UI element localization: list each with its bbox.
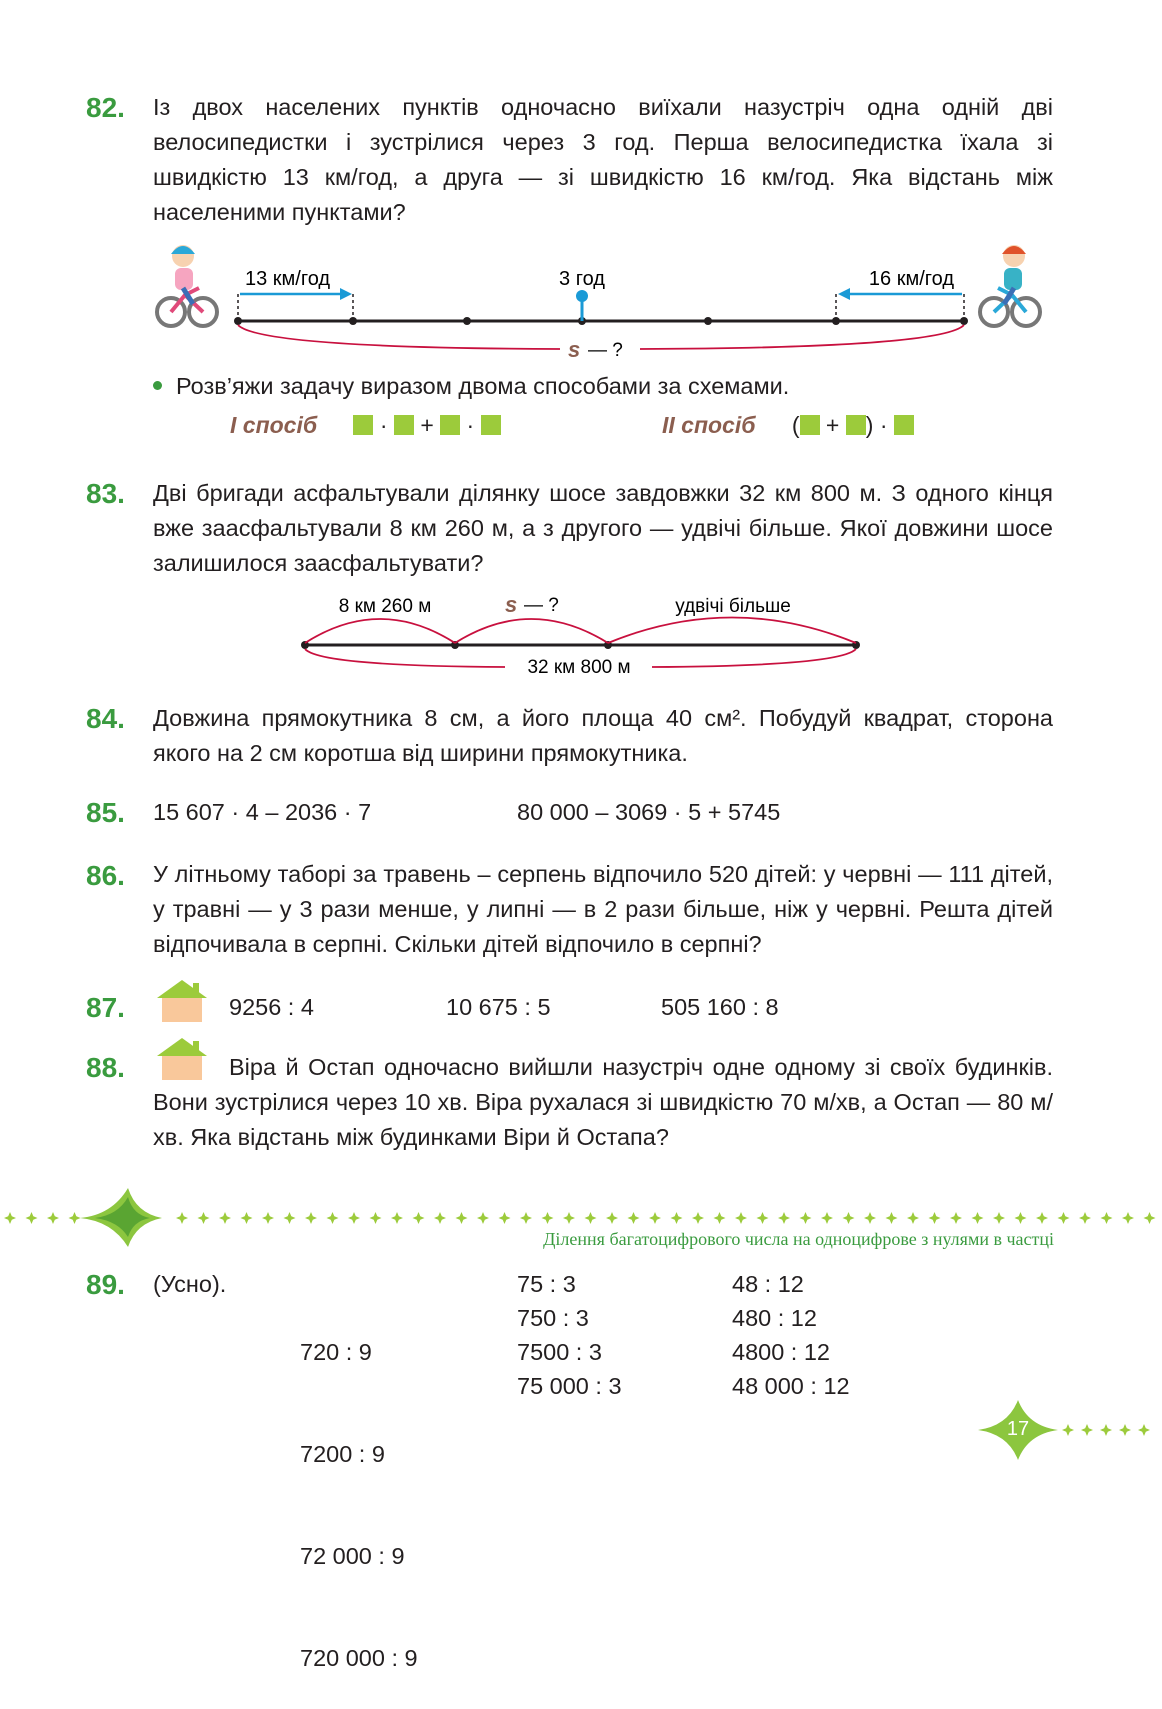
star-ornament bbox=[284, 1212, 296, 1224]
star-ornament bbox=[413, 1212, 425, 1224]
star-ornament bbox=[649, 1212, 661, 1224]
s-question: — ? bbox=[524, 595, 559, 616]
page-number-ornament bbox=[0, 1395, 1162, 1465]
star-ornament bbox=[864, 1212, 876, 1224]
star-ornament bbox=[757, 1212, 769, 1224]
problem-number-83: 83. bbox=[86, 478, 125, 509]
expression-87-3: 505 160 : 8 bbox=[661, 994, 779, 1020]
s-question: — ? bbox=[588, 340, 623, 361]
page-number: 17 bbox=[1006, 1418, 1030, 1440]
method-1-label: І спосіб bbox=[230, 412, 318, 438]
segment-diagram-83 bbox=[0, 0, 1162, 690]
star-ornament bbox=[262, 1212, 274, 1224]
expression: 720 : 9 bbox=[300, 1339, 372, 1365]
method-2: ІІ спосіб ( + ) · bbox=[662, 412, 914, 439]
task-82-text: Розв’яжи задачу виразом двома способами за схемами. bbox=[176, 373, 790, 399]
problem-83-text: Дві бригади асфальтували ділянку шосе завдовжки 32 км 800 м. З одного кінця вже заасфальтували 8 км 260 м, а з другого — удвічі більше. Якої довжини шосе залишилося заасфальтувати? bbox=[153, 480, 1053, 576]
asphalted-second: удвічі більше bbox=[675, 596, 791, 617]
expression: 48 000 : 12 bbox=[732, 1373, 850, 1399]
expression: 48 : 12 bbox=[732, 1271, 804, 1297]
star-ornament bbox=[69, 1212, 81, 1224]
expression: 7500 : 3 bbox=[517, 1339, 602, 1365]
star-ornament bbox=[585, 1212, 597, 1224]
speed-right-label: 16 км/год bbox=[868, 268, 954, 290]
star-ornament bbox=[327, 1212, 339, 1224]
oral-label: (Усно). bbox=[153, 1271, 227, 1297]
star-ornament bbox=[1079, 1212, 1091, 1224]
star-ornament bbox=[1058, 1212, 1070, 1224]
star-ornament bbox=[950, 1212, 962, 1224]
expression-85-2: 80 000 – 3069 · 5 + 5745 bbox=[517, 799, 781, 825]
problem-number-85: 85. bbox=[86, 797, 125, 828]
problem-88-text: Віра й Остап одночасно вийшли назустріч одне одному зі своїх будинків. Вони зустрілися через 10 хв. Віра рухалася зі швидкістю 70 м/хв, а Остап — 80 м/хв. Яка відстань між будинками Віри й Остапа? bbox=[153, 1054, 1053, 1150]
star-ornament bbox=[434, 1212, 446, 1224]
house-icon bbox=[157, 980, 207, 1022]
problem-86-text: У літньому таборі за травень – серпень відпочило 520 дітей: у червні — 111 дітей, у травні — у 3 рази менше, у липні — в 2 рази більше, ніж у червні. Решта дітей відпочивала в серпні. Скільки дітей відпочило в серпні? bbox=[153, 861, 1053, 957]
expression: 72 000 : 9 bbox=[300, 1543, 405, 1569]
star-ornament bbox=[1138, 1424, 1150, 1436]
problem-number-87: 87. bbox=[86, 992, 125, 1023]
star-ornament bbox=[1144, 1212, 1156, 1224]
star-ornament bbox=[735, 1212, 747, 1224]
star-ornament bbox=[671, 1212, 683, 1224]
problem-84-text: Довжина прямокутника 8 см, а його площа 40 см². Побудуй квадрат, сторона якого на 2 см коротша від ширини прямокутника. bbox=[153, 705, 1053, 766]
star-ornament bbox=[821, 1212, 833, 1224]
column-89-2 bbox=[517, 1267, 622, 1403]
expression-87-2: 10 675 : 5 bbox=[446, 994, 551, 1020]
problem-number-88: 88. bbox=[86, 1052, 125, 1083]
star-ornament bbox=[305, 1212, 317, 1224]
asphalted-first: 8 км 260 м bbox=[338, 596, 432, 617]
star-ornament bbox=[1119, 1424, 1131, 1436]
expression: 7200 : 9 bbox=[300, 1441, 385, 1467]
star-ornament bbox=[542, 1212, 554, 1224]
expression: 480 : 12 bbox=[732, 1305, 817, 1331]
star-ornament bbox=[606, 1212, 618, 1224]
star-ornament bbox=[241, 1212, 253, 1224]
expression: 4800 : 12 bbox=[732, 1339, 831, 1365]
method-2-label: ІІ спосіб bbox=[662, 412, 756, 438]
expression: 75 000 : 3 bbox=[517, 1373, 622, 1399]
star-ornament bbox=[1015, 1212, 1027, 1224]
column-89-3 bbox=[732, 1267, 850, 1403]
total-length: 32 км 800 м bbox=[527, 657, 631, 678]
star-ornament bbox=[778, 1212, 790, 1224]
problem-number-84: 84. bbox=[86, 703, 125, 734]
star-ornament bbox=[886, 1212, 898, 1224]
problem-82-text: Із двох населених пунктів одночасно виїхали назустріч одна одній дві велосипедистки і зустрілися через 3 год. Перша велосипедистка їхала зі швидкістю 13 км/год, а друга — зі швидкістю 16 км/год. Яка відстань між населеними пунктами? bbox=[153, 94, 1053, 225]
star-ornament bbox=[1081, 1424, 1093, 1436]
column-89-1 bbox=[300, 1267, 418, 1709]
star-ornament bbox=[520, 1212, 532, 1224]
star-ornament bbox=[477, 1212, 489, 1224]
time-label: 3 год bbox=[559, 268, 605, 290]
expression-87-1: 9256 : 4 bbox=[229, 994, 314, 1020]
star-ornament bbox=[370, 1212, 382, 1224]
star-ornament bbox=[198, 1212, 210, 1224]
star-ornament bbox=[972, 1212, 984, 1224]
speed-left-label: 13 км/год bbox=[245, 268, 331, 290]
star-ornament bbox=[4, 1212, 16, 1224]
star-ornament bbox=[219, 1212, 231, 1224]
star-ornament bbox=[1036, 1212, 1048, 1224]
star-ornament bbox=[1101, 1212, 1113, 1224]
section-title: Ділення багатоцифрового числа на одноцифрове з нулями в частці bbox=[543, 1229, 1054, 1249]
star-ornament bbox=[176, 1212, 188, 1224]
star-ornament bbox=[47, 1212, 59, 1224]
star-ornament bbox=[563, 1212, 575, 1224]
star-ornament bbox=[26, 1212, 38, 1224]
star-ornament bbox=[907, 1212, 919, 1224]
star-ornament bbox=[1100, 1424, 1112, 1436]
star-ornament bbox=[843, 1212, 855, 1224]
problem-number-89: 89. bbox=[86, 1269, 125, 1300]
problem-number-86: 86. bbox=[86, 860, 125, 891]
star-ornament bbox=[714, 1212, 726, 1224]
star-ornament bbox=[1062, 1424, 1074, 1436]
expression: 75 : 3 bbox=[517, 1271, 576, 1297]
star-ornament bbox=[929, 1212, 941, 1224]
expression: 720 000 : 9 bbox=[300, 1645, 418, 1671]
star-ornament bbox=[456, 1212, 468, 1224]
star-ornament bbox=[993, 1212, 1005, 1224]
problem-number-82: 82. bbox=[86, 92, 125, 123]
s-variable: s bbox=[505, 592, 518, 617]
star-ornament bbox=[391, 1212, 403, 1224]
star-ornament bbox=[499, 1212, 511, 1224]
star-ornament bbox=[348, 1212, 360, 1224]
expression-85-1: 15 607 · 4 – 2036 · 7 bbox=[153, 799, 372, 825]
expression: 750 : 3 bbox=[517, 1305, 589, 1331]
method-1: І спосіб · + · bbox=[230, 412, 501, 439]
s-variable: s bbox=[568, 337, 581, 362]
star-ornament bbox=[628, 1212, 640, 1224]
star-ornament bbox=[800, 1212, 812, 1224]
star-ornament bbox=[692, 1212, 704, 1224]
star-ornament bbox=[1122, 1212, 1134, 1224]
